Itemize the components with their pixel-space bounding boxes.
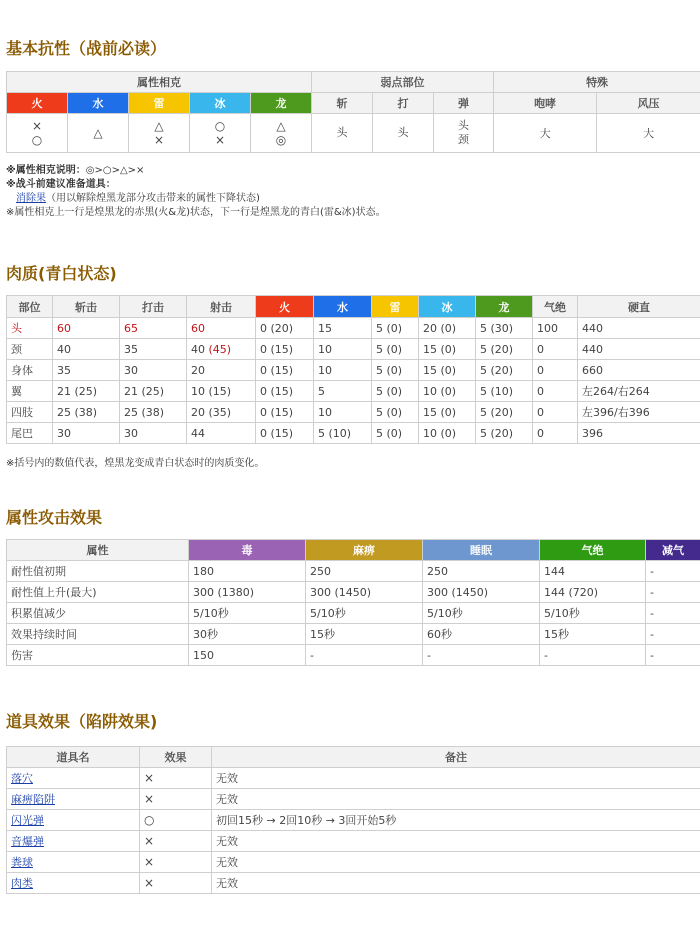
meat-cell: 5 (10)	[476, 381, 533, 402]
table-row	[7, 624, 700, 645]
status-cell: 250	[423, 561, 540, 582]
meat-cell: 21 (25)	[120, 381, 187, 402]
meat-cell: 5 (0)	[372, 402, 419, 423]
legend-label: ※属性相克说明：	[6, 165, 86, 176]
status-cell: 15秒	[306, 624, 423, 645]
meat-cell: 左396/右396	[578, 402, 700, 423]
item-remark: 无效	[212, 852, 700, 873]
meat-cell: 0 (15)	[256, 339, 314, 360]
item-link-sonic-bomb[interactable]: 音爆弹	[11, 835, 44, 848]
table-row	[7, 402, 700, 423]
meat-cell: 0 (15)	[256, 381, 314, 402]
status-cell: 5/10秒	[189, 603, 306, 624]
header-dragon: 龙	[251, 93, 312, 114]
status-cell: 300 (1450)	[423, 582, 540, 603]
dragon-value: △ ◎	[251, 114, 312, 153]
meat-cell: 440	[578, 339, 700, 360]
status-header-sleep: 睡眠	[423, 540, 540, 561]
item-remark: 无效	[212, 831, 700, 852]
item-remark: 无效	[212, 789, 700, 810]
meat-cell: 5 (20)	[476, 402, 533, 423]
table-row	[7, 603, 700, 624]
meat-cell: 35	[53, 360, 120, 381]
meat-cell: 10 (15)	[187, 381, 256, 402]
table-row	[7, 831, 700, 852]
meat-header-thunder: 雷	[372, 296, 419, 318]
meat-cell: 21 (25)	[53, 381, 120, 402]
item-header-name: 道具名	[7, 747, 140, 768]
header-impact: 打	[373, 93, 434, 114]
thunder-value: △ ×	[129, 114, 190, 153]
item-effect: ×	[140, 789, 212, 810]
meat-part-tail: 尾巴	[7, 423, 53, 444]
meat-cell: 10	[314, 339, 372, 360]
meat-cell: 15 (0)	[419, 360, 476, 381]
status-cell: -	[306, 645, 423, 666]
meat-header-stun: 气绝	[533, 296, 578, 318]
item-effect: ×	[140, 852, 212, 873]
prep-item-link[interactable]: 消除果	[16, 193, 46, 204]
meat-part-neck: 颈	[7, 339, 53, 360]
status-cell: 5/10秒	[423, 603, 540, 624]
item-remark: 无效	[212, 873, 700, 894]
meat-cell: 0 (15)	[256, 423, 314, 444]
meat-cell: 40	[53, 339, 120, 360]
header-roar: 咆哮	[494, 93, 597, 114]
shot-weakpoint: 头 颈	[434, 114, 494, 153]
meat-cell: 100	[533, 318, 578, 339]
meat-cell: 0 (20)	[256, 318, 314, 339]
table-row	[7, 339, 700, 360]
meat-cell: 30	[120, 423, 187, 444]
status-header-exhaust: 减气	[646, 540, 700, 561]
status-effect-table	[6, 539, 700, 666]
meat-cell: 0	[533, 402, 578, 423]
meat-cell: 5 (10)	[314, 423, 372, 444]
item-link-pitfall[interactable]: 落穴	[11, 772, 33, 785]
basic-resistance-table	[6, 71, 700, 153]
group-header-special: 特殊	[494, 72, 700, 93]
meat-cell: 5 (0)	[372, 423, 419, 444]
item-effect: ○	[140, 810, 212, 831]
section-title-basic: 基本抗性（战前必读）	[6, 39, 167, 58]
status-row-label: 积累值减少	[7, 603, 189, 624]
meat-cell: 25 (38)	[53, 402, 120, 423]
status-cell: 300 (1380)	[189, 582, 306, 603]
meat-cell: 25 (38)	[120, 402, 187, 423]
item-link-flash-pod[interactable]: 闪光弹	[11, 814, 44, 827]
table-row	[7, 360, 700, 381]
table-row	[7, 645, 700, 666]
meat-cell: 40 (45)	[187, 339, 256, 360]
meat-cell: 0	[533, 423, 578, 444]
status-cell: -	[646, 645, 700, 666]
meat-cell: 44	[187, 423, 256, 444]
meat-cell: 396	[578, 423, 700, 444]
status-cell: -	[646, 582, 700, 603]
meat-cell: 5 (20)	[476, 423, 533, 444]
status-cell: -	[540, 645, 646, 666]
status-cell: 180	[189, 561, 306, 582]
prep-label: ※战斗前建议准备道具：	[6, 179, 116, 190]
meat-cell: 左264/右264	[578, 381, 700, 402]
section-title-status: 属性攻击效果	[6, 508, 103, 527]
header-cut: 斩	[312, 93, 373, 114]
item-effect: ×	[140, 873, 212, 894]
table-row	[7, 318, 700, 339]
header-thunder: 雷	[129, 93, 190, 114]
header-shot: 弹	[434, 93, 494, 114]
item-remark: 初回15秒 → 2回10秒 → 3回开始5秒	[212, 810, 700, 831]
status-row-label: 效果持续时间	[7, 624, 189, 645]
table-row	[7, 423, 700, 444]
status-header-poison: 毒	[189, 540, 306, 561]
status-cell: 150	[189, 645, 306, 666]
meat-header-flinch: 硬直	[578, 296, 700, 318]
item-header-remark: 备注	[212, 747, 700, 768]
meat-cell: 0 (15)	[256, 360, 314, 381]
meat-cell: 5 (20)	[476, 360, 533, 381]
meat-header-part: 部位	[7, 296, 53, 318]
header-wind: 风压	[597, 93, 700, 114]
meat-cell: 660	[578, 360, 700, 381]
meat-cell: 0 (15)	[256, 402, 314, 423]
impact-weakpoint: 头	[373, 114, 434, 153]
header-fire: 火	[7, 93, 68, 114]
prep-item-desc: （用以解除煌黑龙部分攻击带来的属性下降状态)	[46, 193, 260, 204]
meat-part-head: 头	[7, 318, 53, 339]
item-effect-table	[6, 746, 700, 894]
meat-header-dragon: 龙	[476, 296, 533, 318]
meat-cell: 5 (0)	[372, 360, 419, 381]
meat-cell: 30	[120, 360, 187, 381]
status-row-label: 耐性值初期	[7, 561, 189, 582]
meat-cell: 15 (0)	[419, 402, 476, 423]
meat-cell: 20 (35)	[187, 402, 256, 423]
item-effect: ×	[140, 831, 212, 852]
meat-header-fire: 火	[256, 296, 314, 318]
meat-part-wing: 翼	[7, 381, 53, 402]
meat-cell: 440	[578, 318, 700, 339]
status-cell: 300 (1450)	[306, 582, 423, 603]
meat-cell: 60	[53, 318, 120, 339]
cut-weakpoint: 头	[312, 114, 373, 153]
legend-value: ◎>○>△>×	[85, 165, 145, 176]
section-title-items: 道具效果（陷阱效果)	[6, 712, 158, 731]
basic-notes	[6, 164, 386, 220]
meat-cell: 5 (0)	[372, 381, 419, 402]
meat-header-shot: 射击	[187, 296, 256, 318]
status-cell: 5/10秒	[306, 603, 423, 624]
table-row	[7, 810, 700, 831]
status-cell: -	[646, 561, 700, 582]
meat-part-legs: 四肢	[7, 402, 53, 423]
status-cell: 5/10秒	[540, 603, 646, 624]
table-row	[7, 381, 700, 402]
item-link-meat[interactable]: 肉类	[11, 877, 33, 890]
roar-value: 大	[494, 114, 597, 153]
meat-cell: 15 (0)	[419, 339, 476, 360]
meat-cell: 5 (0)	[372, 339, 419, 360]
table-row	[7, 768, 700, 789]
meat-cell: 10	[314, 360, 372, 381]
item-link-dung-pod[interactable]: 粪球	[11, 856, 33, 869]
group-header-element: 属性相克	[7, 72, 312, 93]
status-row-label: 伤害	[7, 645, 189, 666]
table-row	[7, 873, 700, 894]
meat-cell: 5 (0)	[372, 318, 419, 339]
meat-cell: 20	[187, 360, 256, 381]
fire-value: × ○	[7, 114, 68, 153]
status-cell: -	[423, 645, 540, 666]
status-cell: -	[646, 624, 700, 645]
meat-cell: 35	[120, 339, 187, 360]
section-title-meat: 肉质(青白状态)	[6, 264, 117, 283]
status-cell: 144 (720)	[540, 582, 646, 603]
header-water: 水	[68, 93, 129, 114]
item-effect: ×	[140, 768, 212, 789]
header-ice: 冰	[190, 93, 251, 114]
table-row	[7, 852, 700, 873]
state-note: ※属性相克上一行是煌黑龙的赤黑(火&龙)状态，下一行是煌黑龙的青白(雷&冰)状态。	[6, 207, 386, 218]
status-cell: 15秒	[540, 624, 646, 645]
meat-cell: 10 (0)	[419, 381, 476, 402]
meat-cell: 15	[314, 318, 372, 339]
meat-cell: 0	[533, 360, 578, 381]
item-remark: 无效	[212, 768, 700, 789]
status-cell: 144	[540, 561, 646, 582]
meat-cell: 5	[314, 381, 372, 402]
meat-header-cut: 斩击	[53, 296, 120, 318]
ice-value: ○ ×	[190, 114, 251, 153]
meat-note: ※括号内的数值代表，煌黑龙变成青白状态时的肉质变化。	[6, 458, 265, 469]
meat-cell: 5 (30)	[476, 318, 533, 339]
item-header-effect: 效果	[140, 747, 212, 768]
table-row	[7, 582, 700, 603]
water-value: △	[68, 114, 129, 153]
meat-cell: 10	[314, 402, 372, 423]
meat-header-impact: 打击	[120, 296, 187, 318]
status-row-label: 耐性值上升(最大)	[7, 582, 189, 603]
group-header-weakpoint: 弱点部位	[312, 72, 494, 93]
meat-header-water: 水	[314, 296, 372, 318]
meat-header-ice: 冰	[419, 296, 476, 318]
status-cell: 30秒	[189, 624, 306, 645]
table-row	[7, 789, 700, 810]
status-cell: 60秒	[423, 624, 540, 645]
hitzone-table	[6, 295, 700, 444]
meat-part-body: 身体	[7, 360, 53, 381]
meat-cell: 0	[533, 339, 578, 360]
meat-cell: 65	[120, 318, 187, 339]
wind-value: 大	[597, 114, 700, 153]
status-header-stun: 气绝	[540, 540, 646, 561]
status-cell: -	[646, 603, 700, 624]
meat-cell: 30	[53, 423, 120, 444]
meat-cell: 5 (20)	[476, 339, 533, 360]
status-header-paralysis: 麻痹	[306, 540, 423, 561]
status-cell: 250	[306, 561, 423, 582]
meat-cell: 60	[187, 318, 256, 339]
meat-cell: 10 (0)	[419, 423, 476, 444]
meat-cell: 20 (0)	[419, 318, 476, 339]
status-header-attr: 属性	[7, 540, 189, 561]
table-row	[7, 561, 700, 582]
meat-cell: 0	[533, 381, 578, 402]
item-link-shock-trap[interactable]: 麻痹陷阱	[11, 793, 55, 806]
